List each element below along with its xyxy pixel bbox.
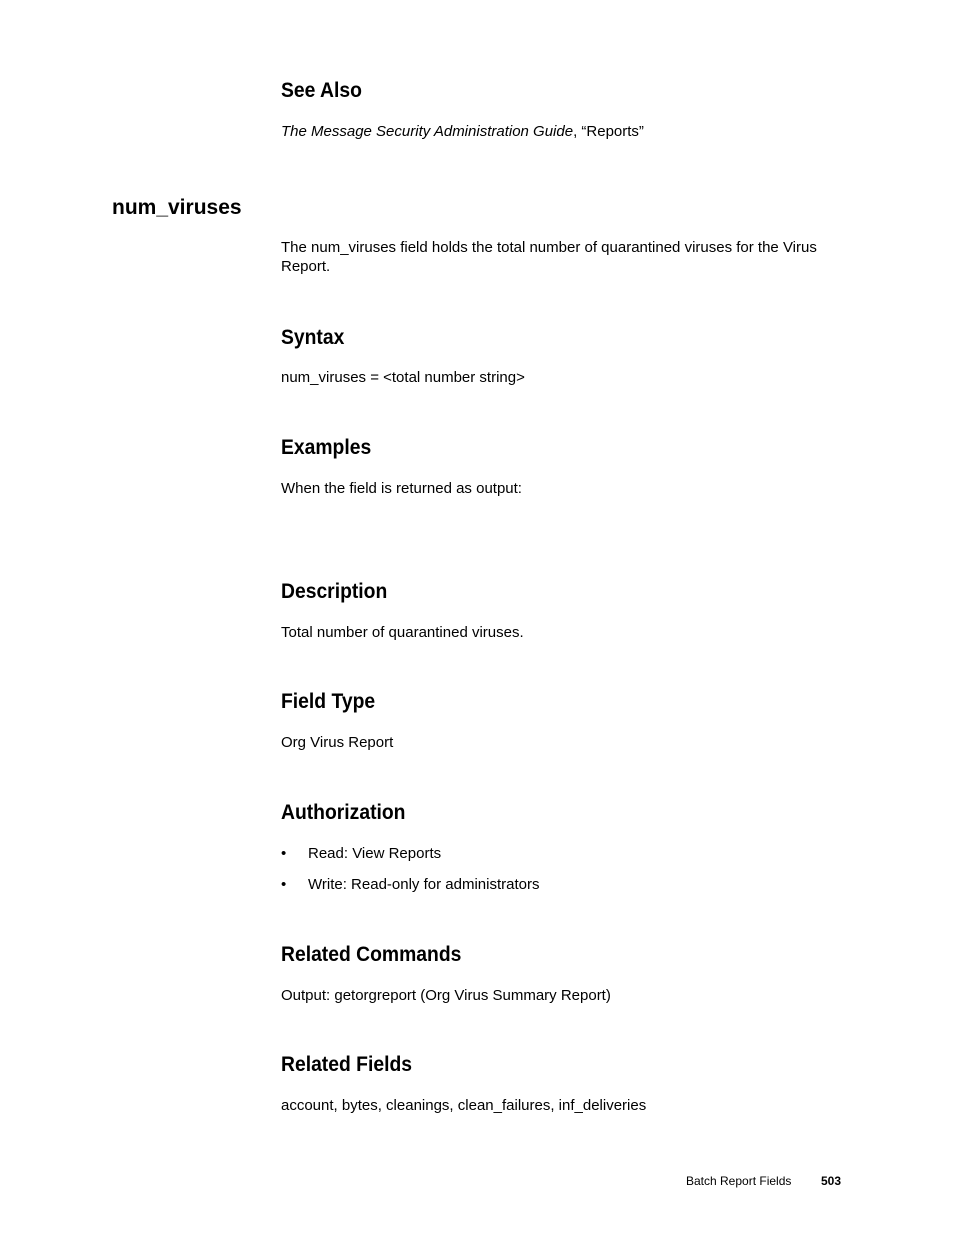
reference-section: , “Reports” (573, 123, 644, 140)
authorization-read: Read: View Reports (308, 845, 442, 862)
description-heading: Description (281, 580, 388, 603)
bullet: • (281, 876, 287, 893)
examples-text: When the field is returned as output: (281, 480, 522, 497)
examples-heading: Examples (281, 436, 372, 459)
related-fields-text: account, bytes, cleanings, clean_failures, inf_deliveries (281, 1097, 647, 1114)
see-also-heading: See Also (281, 79, 362, 102)
related-commands-heading: Related Commands (281, 943, 462, 966)
field-type-heading: Field Type (281, 690, 376, 713)
footer-section-title: Batch Report Fields (686, 1174, 792, 1188)
field-type-text: Org Virus Report (281, 734, 394, 751)
related-commands-text: Output: getorgreport (Org Virus Summary Report) (281, 987, 611, 1004)
syntax-heading: Syntax (281, 326, 345, 349)
field-title: num_viruses (112, 196, 242, 219)
authorization-heading: Authorization (281, 801, 406, 824)
description-text: Total number of quarantined viruses. (281, 624, 524, 641)
authorization-write: Write: Read-only for administrators (308, 876, 540, 893)
bullet: • (281, 845, 287, 862)
authorization-list-item (281, 875, 286, 894)
reference-title: The Message Security Administration Guide (281, 123, 574, 140)
syntax-text: num_viruses = <total number string> (281, 369, 525, 386)
see-also-reference (281, 122, 644, 141)
authorization-list-item (281, 844, 286, 863)
field-intro: The num_viruses field holds the total number of quarantined viruses for the Virus Report. (281, 239, 817, 275)
related-fields-heading: Related Fields (281, 1053, 412, 1076)
page-number: 503 (821, 1174, 842, 1188)
